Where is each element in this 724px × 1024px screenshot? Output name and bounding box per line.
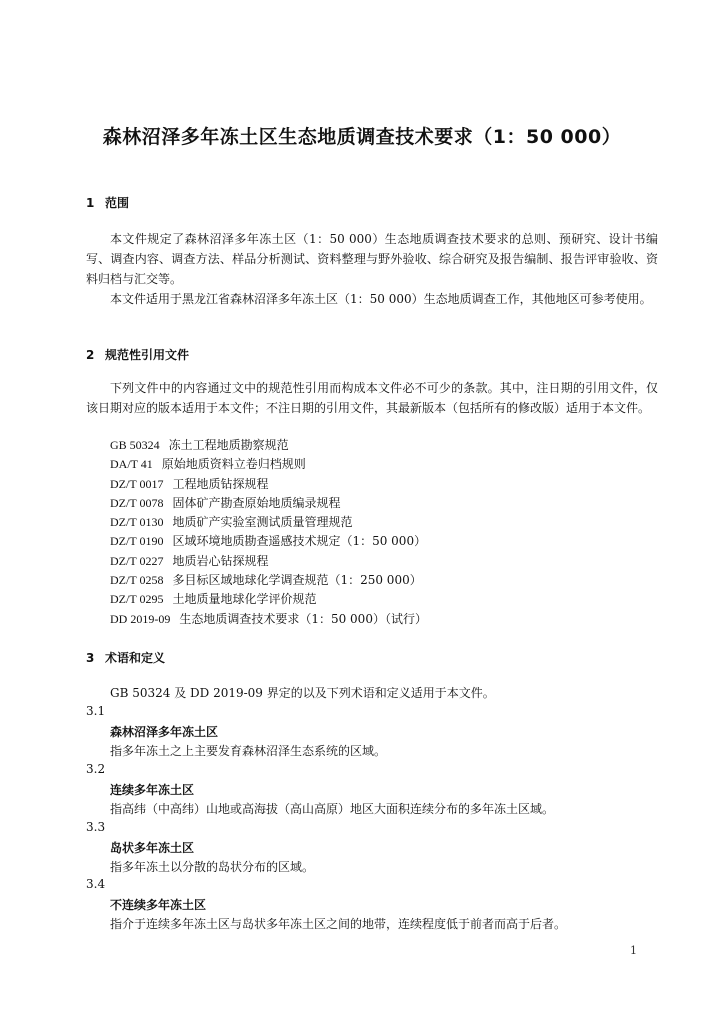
reference-code: DZ/T 0130	[110, 515, 164, 530]
references-intro-paragraph: 下列文件中的内容通过文中的规范性引用而构成本文件必不可少的条款。其中，注日期的引用文件，仅该日期对应的版本适用于本文件；不注日期的引用文件，其最新版本（包括所有的修改版）适用于本文件。	[86, 381, 658, 415]
section-title: 规范性引用文件	[105, 348, 190, 362]
term-name: 不连续多年冻土区	[110, 898, 207, 912]
reference-code: DA/T 41	[110, 457, 153, 472]
reference-code: DZ/T 0258	[110, 573, 164, 588]
section-number: 2	[86, 348, 95, 362]
section-title: 范围	[105, 196, 130, 210]
term-definition: 指高纬（中高纬）山地或高海拔（高山高原）地区大面积连续分布的多年冻土区域。	[110, 802, 555, 816]
document-title: 森林沼泽多年冻土区生态地质调查技术要求（1：50 000）	[102, 126, 622, 148]
reference-title: 工程地质钻探规程	[172, 476, 269, 491]
terms-intro-paragraph: GB 50324 及 DD 2019-09 界定的以及下列术语和定义适用于本文件。	[110, 686, 495, 700]
reference-item	[110, 571, 427, 590]
reference-code: DZ/T 0017	[110, 476, 164, 491]
scope-paragraph-2: 本文件适用于黑龙江省森林沼泽多年冻土区（1：50 000）生态地质调查工作，其他地区可参考使用。	[110, 292, 652, 306]
section-heading-normative-references	[86, 346, 189, 363]
reference-code: DZ/T 0190	[110, 534, 164, 549]
term-number: 3.3	[86, 820, 106, 834]
reference-title: 多目标区域地球化学调查规范（1：250 000）	[172, 573, 422, 588]
term-number: 3.1	[86, 704, 106, 718]
term-definition: 指多年冻土以分散的岛状分布的区域。	[110, 860, 315, 874]
reference-title: 区域环境地质勘查遥感技术规定（1：50 000）	[172, 534, 427, 549]
term-name: 岛状多年冻土区	[110, 841, 195, 855]
reference-title: 地质矿产实验室测试质量管理规范	[172, 515, 353, 530]
reference-code: DZ/T 0078	[110, 495, 164, 510]
page-number: 1	[630, 944, 637, 957]
section-number: 3	[86, 651, 95, 665]
reference-code: GB 50324	[110, 438, 160, 452]
reference-item	[110, 436, 427, 455]
reference-item	[110, 513, 427, 532]
reference-item	[110, 532, 427, 551]
term-number: 3.4	[86, 877, 106, 891]
reference-title: 冻土工程地质勘察规范	[168, 438, 289, 452]
reference-title: 生态地质调查技术要求（1：50 000）（试行）	[179, 611, 427, 626]
reference-code: DD 2019-09	[110, 611, 171, 626]
scope-paragraph-1: 本文件规定了森林沼泽多年冻土区（1：50 000）生态地质调查技术要求的总则、预研究、设计书编写、调查内容、调查方法、样品分析测试、资料整理与野外验收、综合研究及报告编制、报告评审验收、资料归档与汇交等。	[86, 232, 658, 286]
term-definition: 指介于连续多年冻土区与岛状多年冻土区之间的地带，连续程度低于前者而高于后者。	[110, 917, 567, 931]
reference-title: 土地质量地球化学评价规范	[172, 592, 317, 607]
reference-code: DZ/T 0295	[110, 592, 164, 607]
reference-item	[110, 610, 427, 629]
reference-title: 地质岩心钻探规程	[172, 553, 269, 568]
section-number: 1	[86, 196, 95, 210]
reference-item	[110, 475, 427, 494]
term-name: 森林沼泽多年冻土区	[110, 725, 219, 739]
reference-item	[110, 494, 427, 513]
reference-item	[110, 552, 427, 571]
reference-code: DZ/T 0227	[110, 553, 164, 568]
term-name: 连续多年冻土区	[110, 783, 195, 797]
section-heading-scope	[86, 194, 129, 211]
reference-item	[110, 590, 427, 609]
term-definition: 指多年冻土之上主要发育森林沼泽生态系统的区域。	[110, 744, 387, 758]
reference-title: 固体矿产勘查原始地质编录规程	[172, 495, 341, 510]
section-title: 术语和定义	[105, 651, 166, 665]
section-heading-terms-definitions	[86, 649, 165, 666]
reference-item	[110, 455, 427, 474]
reference-list	[110, 436, 427, 629]
term-number: 3.2	[86, 762, 106, 776]
reference-title: 原始地质资料立卷归档规则	[161, 457, 306, 472]
